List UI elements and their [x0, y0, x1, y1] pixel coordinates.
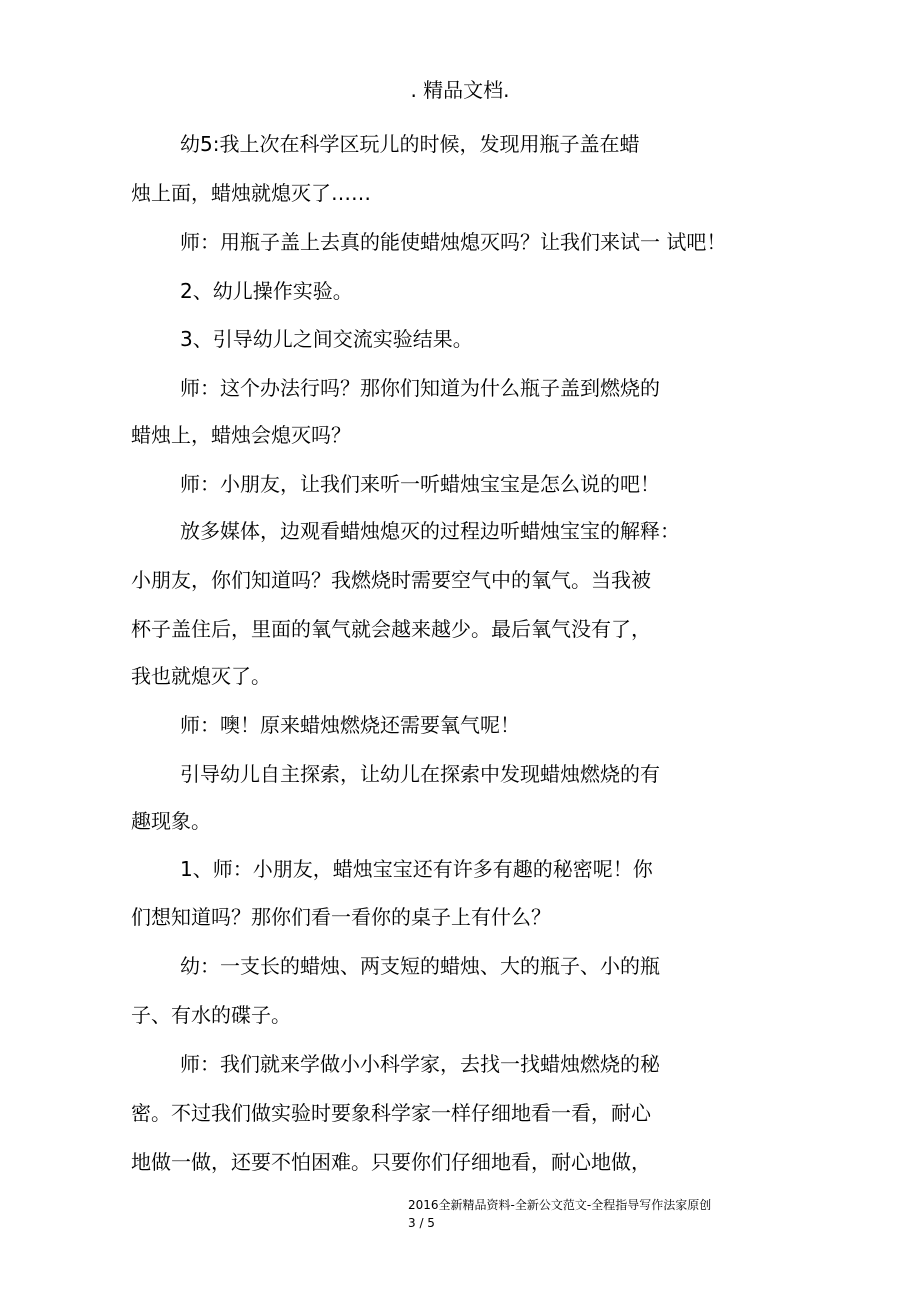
- text-line: 地做一做，还要不怕困难。只要你们仔细地看，耐心地做，: [131, 1150, 651, 1174]
- page-header-title: . 精品文档.: [410, 78, 510, 102]
- text-line: 小朋友，你们知道吗？我燃烧时需要空气中的氧气。当我被: [131, 568, 651, 592]
- text-line: 子、有水的碟子。: [131, 1003, 291, 1027]
- text-line: 放多媒体，边观看蜡烛熄灭的过程边听蜡烛宝宝的解释：: [180, 519, 680, 543]
- text-line: 烛上面，蜡烛就熄灭了……: [131, 181, 371, 205]
- text-line: 密。不过我们做实验时要象科学家一样仔细地看一看，耐心: [131, 1101, 651, 1125]
- text-line: 们想知道吗？那你们看一看你的桌子上有什么？: [131, 905, 551, 929]
- text-line: 蜡烛上，蜡烛会熄灭吗？: [131, 423, 351, 447]
- text-line: 幼5:我上次在科学区玩儿的时候，发现用瓶子盖在蜡: [180, 132, 640, 156]
- page-number: 3 / 5: [408, 1216, 435, 1230]
- text-line: 3、引导幼儿之间交流实验结果。: [180, 327, 473, 351]
- text-line: 我也就熄灭了。: [131, 664, 271, 688]
- text-line: 杯子盖住后，里面的氧气就会越来越少。最后氧气没有了，: [131, 617, 651, 641]
- text-line: 幼：一支长的蜡烛、两支短的蜡烛、大的瓶子、小的瓶: [180, 954, 660, 978]
- text-line: 师：用瓶子盖上去真的能使蜡烛熄灭吗？让我们来试一 试吧！: [180, 230, 727, 254]
- text-line: 引导幼儿自主探索，让幼儿在探索中发现蜡烛燃烧的有: [180, 762, 660, 786]
- footer-tagline: 2016全新精品资料-全新公文范文-全程指导写作法家原创: [408, 1198, 712, 1212]
- text-line: 趣现象。: [131, 809, 211, 833]
- text-line: 师：噢！原来蜡烛燃烧还需要氧气呢！: [180, 713, 520, 737]
- text-line: 师：这个办法行吗？那你们知道为什么瓶子盖到燃烧的: [180, 376, 660, 400]
- text-line: 1、师：小朋友，蜡烛宝宝还有许多有趣的秘密呢！你: [180, 857, 653, 881]
- text-line: 师：小朋友，让我们来听一听蜡烛宝宝是怎么说的吧！: [180, 472, 660, 496]
- text-line: 师：我们就来学做小小科学家，去找一找蜡烛燃烧的秘: [180, 1052, 660, 1076]
- text-line: 2、幼儿操作实验。: [180, 279, 353, 303]
